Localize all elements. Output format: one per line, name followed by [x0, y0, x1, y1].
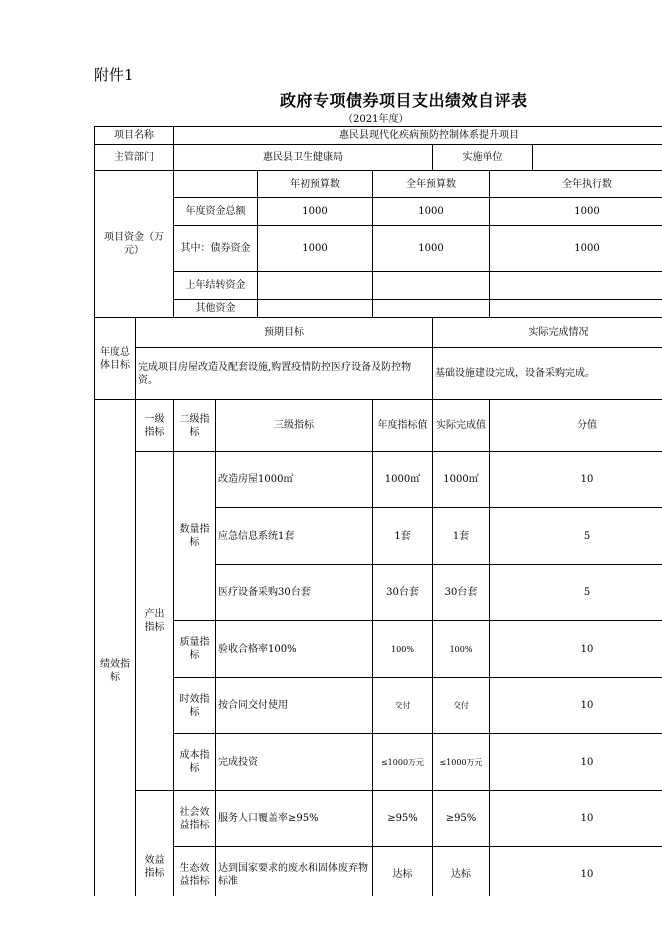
perf-score: 10	[490, 678, 662, 734]
funds-row-label: 上年结转资金	[174, 272, 258, 300]
perf-target: 达标	[373, 847, 433, 897]
impl-label: 实施单位	[433, 145, 533, 171]
perf-eco-label: 生态效益指标	[174, 847, 216, 897]
funds-col-annual: 全年预算数	[373, 171, 490, 198]
perf-actual: ≤1000万元	[433, 734, 490, 791]
funds-col-initial: 年初预算数	[258, 171, 373, 198]
funds-row-label: 其中：债券资金	[174, 226, 258, 272]
funds-executed: 1000	[490, 198, 662, 226]
perf-quality-label: 质量指标	[174, 621, 216, 678]
funds-executed	[490, 300, 662, 318]
funds-row	[95, 272, 662, 300]
goals-actual-header: 实际完成情况	[433, 318, 662, 348]
dept-label: 主管部门	[95, 145, 174, 171]
goals-expected-text: 完成项目房屋改造及配套设施,购置疫情防控医疗设备及防控物资。	[136, 348, 433, 400]
funds-label: 项目资金（万元）	[95, 171, 174, 318]
perf-row	[95, 621, 662, 678]
funds-row	[95, 226, 662, 272]
funds-executed	[490, 272, 662, 300]
funds-header-row	[95, 171, 662, 198]
perf-indicator-name: 应急信息系统1套	[216, 508, 373, 565]
evaluation-table-viewport	[94, 126, 662, 896]
funds-row	[95, 198, 662, 226]
perf-score: 5	[490, 508, 662, 565]
project-name-value: 惠民县现代化疾病预防控制体系提升项目	[174, 127, 662, 145]
funds-col-executed: 全年执行数	[490, 171, 662, 198]
perf-cost-label: 成本指标	[174, 734, 216, 791]
perf-header-level3: 三级指标	[216, 400, 373, 452]
perf-target: ≥95%	[373, 791, 433, 847]
perf-score: 10	[490, 621, 662, 678]
attachment-label: 附件1	[94, 66, 134, 84]
page-title: 政府专项债券项目支出绩效自评表	[280, 91, 528, 110]
perf-row	[95, 791, 662, 847]
goals-content-row	[95, 348, 662, 400]
funds-row-label: 年度资金总额	[174, 198, 258, 226]
perf-indicator-name: 按合同交付使用	[216, 678, 373, 734]
funds-annual	[373, 300, 490, 318]
goals-expected-header: 预期目标	[136, 318, 433, 348]
perf-row	[95, 678, 662, 734]
perf-actual: ≥95%	[433, 791, 490, 847]
perf-header-level2: 二级指标	[174, 400, 216, 452]
dept-value: 惠民县卫生健康局	[174, 145, 433, 171]
perf-actual: 达标	[433, 847, 490, 897]
perf-indicator-name: 服务人口覆盖率≥95%	[216, 791, 373, 847]
perf-actual: 1000㎡	[433, 452, 490, 508]
goals-actual-text: 基础设施建设完成，设备采购完成。	[433, 348, 662, 400]
funds-executed: 1000	[490, 226, 662, 272]
perf-row	[95, 452, 662, 508]
evaluation-table	[94, 126, 662, 896]
perf-score: 10	[490, 847, 662, 897]
perf-timeliness-label: 时效指标	[174, 678, 216, 734]
perf-target: 100%	[373, 621, 433, 678]
funds-initial	[258, 300, 373, 318]
perf-target: 1套	[373, 508, 433, 565]
perf-quantity-label: 数量指标	[174, 452, 216, 621]
perf-score: 10	[490, 734, 662, 791]
perf-actual: 30台套	[433, 565, 490, 621]
perf-indicator-name: 验收合格率100%	[216, 621, 373, 678]
perf-target: 30台套	[373, 565, 433, 621]
perf-actual: 交付	[433, 678, 490, 734]
perf-header-score: 分值	[490, 400, 662, 452]
perf-actual: 100%	[433, 621, 490, 678]
perf-header-row	[95, 400, 662, 452]
perf-social-label: 社会效益指标	[174, 791, 216, 847]
funds-annual	[373, 272, 490, 300]
funds-row	[95, 300, 662, 318]
perf-indicator-name: 达到国家要求的废水和固体废弃物标准	[216, 847, 373, 897]
perf-score: 5	[490, 565, 662, 621]
funds-initial	[258, 272, 373, 300]
perf-target: ≤1000万元	[373, 734, 433, 791]
perf-row	[95, 734, 662, 791]
perf-label: 绩效指标	[95, 400, 136, 897]
perf-target: 1000㎡	[373, 452, 433, 508]
perf-header-actual: 实际完成值	[433, 400, 490, 452]
dept-row	[95, 145, 662, 171]
impl-value	[533, 145, 662, 171]
perf-benefit-label: 效益指标	[136, 791, 174, 897]
project-name-row	[95, 127, 662, 145]
funds-header-blank	[174, 171, 258, 198]
perf-score: 10	[490, 452, 662, 508]
perf-header-level1: 一级指标	[136, 400, 174, 452]
report-year: （2021年度）	[343, 114, 409, 125]
funds-initial: 1000	[258, 226, 373, 272]
funds-row-label: 其他资金	[174, 300, 258, 318]
goals-header-row	[95, 318, 662, 348]
perf-indicator-name: 改造房屋1000㎡	[216, 452, 373, 508]
perf-indicator-name: 完成投资	[216, 734, 373, 791]
funds-initial: 1000	[258, 198, 373, 226]
funds-annual: 1000	[373, 198, 490, 226]
perf-row	[95, 847, 662, 897]
perf-score: 10	[490, 791, 662, 847]
perf-output-label: 产出指标	[136, 452, 174, 791]
perf-target: 交付	[373, 678, 433, 734]
perf-actual: 1套	[433, 508, 490, 565]
project-name-label: 项目名称	[95, 127, 174, 145]
goals-label: 年度总体目标	[95, 318, 136, 400]
perf-header-target: 年度指标值	[373, 400, 433, 452]
funds-annual: 1000	[373, 226, 490, 272]
perf-indicator-name: 医疗设备采购30台套	[216, 565, 373, 621]
